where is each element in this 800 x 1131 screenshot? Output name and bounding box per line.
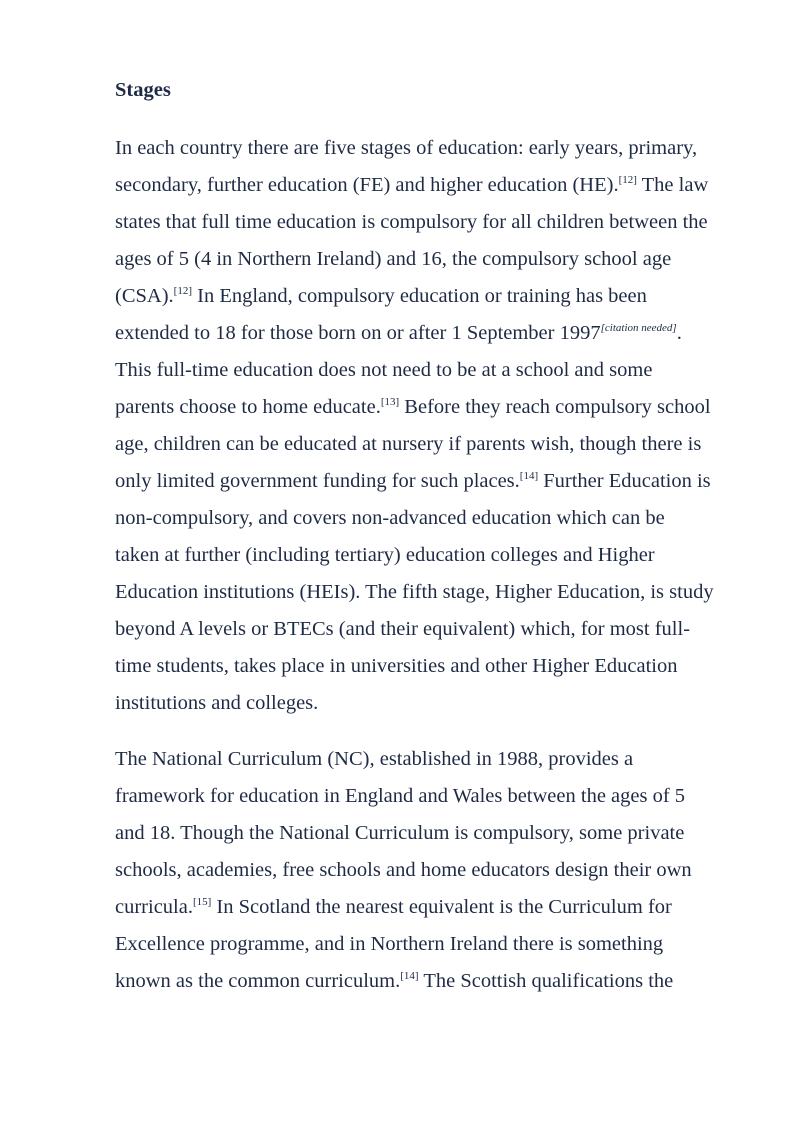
reference-link[interactable]: [12] [173, 285, 192, 297]
text-line [115, 685, 755, 722]
paragraph-national-curriculum [115, 741, 755, 1000]
text-run: The National Curriculum (NC), established in 1988, provides a [115, 748, 634, 770]
text-line [115, 167, 755, 204]
text-run: institutions and colleges. [115, 692, 319, 714]
text-run: . [676, 322, 682, 344]
text-line [115, 241, 755, 278]
text-line [115, 778, 755, 815]
text-run: taken at further (including tertiary) education colleges and Higher [115, 544, 655, 566]
text-line [115, 463, 755, 500]
text-line [115, 926, 755, 963]
text-run: states that full time education is compulsory for all children between the [115, 211, 708, 233]
text-run: The law [636, 174, 709, 196]
text-run: time students, takes place in universities and other Higher Education [115, 655, 678, 677]
text-run: known as the common curriculum. [115, 970, 401, 992]
text-run: beyond A levels or BTECs (and their equivalent) which, for most full- [115, 618, 691, 640]
paragraph-stages [115, 130, 755, 722]
text-line [115, 500, 755, 537]
text-run: and 18. Though the National Curriculum is compulsory, some private [115, 822, 685, 844]
text-run: non-compulsory, and covers non-advanced education which can be [115, 507, 665, 529]
text-line [115, 852, 755, 889]
text-run: This full-time education does not need to be at a school and some [115, 359, 653, 381]
text-run: The Scottish qualifications the [418, 970, 674, 992]
text-line [115, 611, 755, 648]
text-line [115, 815, 755, 852]
text-line [115, 537, 755, 574]
section-heading: Stages [115, 79, 171, 101]
document-body [115, 76, 755, 1019]
text-run: In England, compulsory education or training has been [192, 285, 647, 307]
text-run: curricula. [115, 896, 193, 918]
text-line [115, 963, 755, 1000]
text-run: Excellence programme, and in Northern Ireland there is something [115, 933, 664, 955]
reference-link[interactable]: [13] [380, 396, 400, 408]
text-run: only limited government funding for such places. [115, 470, 520, 492]
text-run: Further Education is [538, 470, 711, 492]
text-line [115, 574, 755, 611]
text-run: framework for education in England and Wales between the ages of 5 [115, 785, 686, 807]
text-line [115, 278, 755, 315]
text-run: (CSA). [115, 285, 174, 307]
reference-link[interactable]: [15] [192, 896, 212, 908]
text-run: secondary, further education (FE) and higher education (HE). [115, 174, 619, 196]
text-run: Education institutions (HEIs). The fifth stage, Higher Education, is study [115, 581, 714, 603]
text-line [115, 426, 755, 463]
text-line [115, 389, 755, 426]
text-run: schools, academies, free schools and home educators design their own [115, 859, 692, 881]
reference-link[interactable]: [14] [400, 970, 419, 982]
text-line [115, 204, 755, 241]
text-run: In each country there are five stages of education: early years, primary, [115, 137, 698, 159]
text-run: parents choose to home educate. [115, 396, 381, 418]
text-line [115, 648, 755, 685]
text-run: age, children can be educated at nursery if parents wish, though there is [115, 433, 702, 455]
text-line [115, 130, 755, 167]
citation-needed-link[interactable]: [citation needed] [600, 322, 677, 334]
text-run: Before they reach compulsory school [399, 396, 711, 418]
text-line [115, 741, 755, 778]
reference-link[interactable]: [12] [618, 174, 637, 186]
reference-link[interactable]: [14] [519, 470, 539, 482]
text-run: ages of 5 (4 in Northern Ireland) and 16, the compulsory school age [115, 248, 672, 270]
text-line [115, 889, 755, 926]
text-run: In Scotland the nearest equivalent is the Curriculum for [211, 896, 672, 918]
text-line [115, 352, 755, 389]
text-line [115, 315, 755, 352]
text-run: extended to 18 for those born on or after 1 September 1997 [115, 322, 601, 344]
